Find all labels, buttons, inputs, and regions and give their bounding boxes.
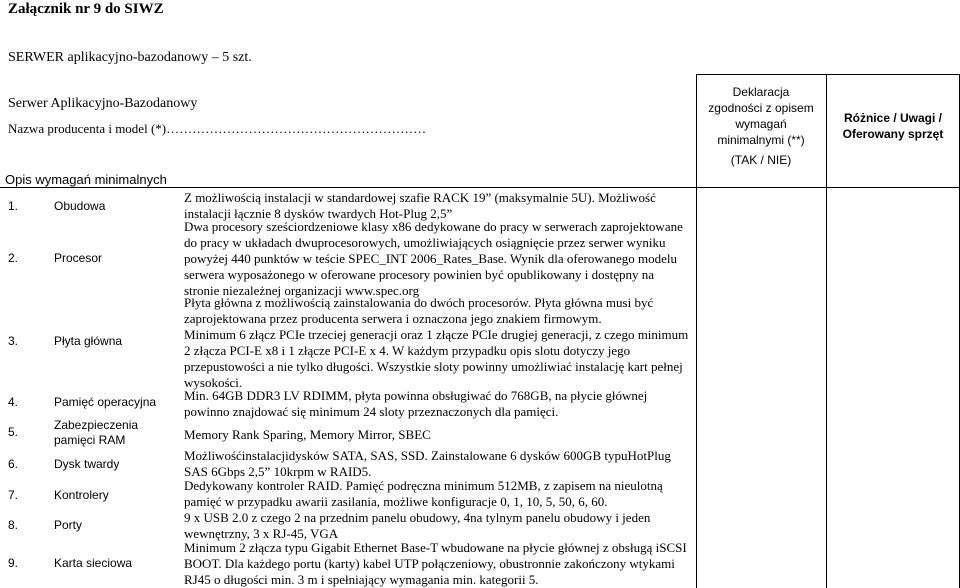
row-name-line: Procesor — [54, 251, 103, 265]
description-line: wysokości. — [184, 375, 243, 390]
section-title: Serwer Aplikacyjno-Bazodanowy — [8, 96, 198, 111]
description-line: Możliwośćinstalacjidysków SATA, SAS, SSD. Zainstalowane 6 dysków 600GB typuHotPlug — [184, 448, 671, 463]
table-divider — [0, 187, 960, 188]
description-line: instalacji łącznie 8 dysków twardych Hot-Plug 2,5” — [184, 206, 453, 221]
row-name-line: Dysk twardy — [54, 457, 120, 471]
attachment-title: Załącznik nr 9 do SIWZ — [8, 1, 164, 17]
description-line: powinno znajdować się minimum 24 sloty przeznaczonych dla pamięci. — [184, 404, 559, 419]
producer-label: Nazwa producenta i model (*)…………………………………………………… — [8, 121, 427, 136]
table-top-border — [696, 74, 960, 75]
row-description — [184, 427, 696, 443]
description-line: Min. 64GB DDR3 LV RDIMM, płyta powinna obsługiwać do 768GB, na płycie głównej — [184, 388, 648, 403]
description-line: wewnętrzny, 3 x RJ-45, VGA — [184, 526, 339, 541]
description-line: Dedykowany kontroler RAID. Pamięć podręczna minimum 512MB, z zapisem na nieulotną — [184, 478, 663, 493]
row-description — [184, 478, 696, 510]
column-divider — [696, 74, 697, 588]
description-line: 9 x USB 2.0 z czego 2 na przednim panelu obudowy, 4na tylnym panelu obudowy i jeden — [184, 510, 651, 525]
description-line: SAS 6Gbps 2,5” 10krpm w RAID5. — [184, 464, 372, 479]
row-number: 5. — [8, 425, 19, 439]
row-name-line: Porty — [54, 518, 83, 532]
row-name — [54, 418, 138, 448]
row-name-line: Zabezpieczenia — [54, 418, 139, 432]
row-description — [184, 190, 696, 222]
row-number: 9. — [8, 556, 19, 570]
row-name — [54, 556, 132, 571]
row-description — [184, 510, 696, 542]
description-line: Z możliwością instalacji w standardowej szafie RACK 19” (maksymalnie 5U). Możliwość — [184, 190, 656, 205]
row-name-line: Kontrolery — [54, 488, 109, 502]
declaration-line: wymagań — [735, 117, 787, 131]
row-name — [54, 251, 102, 266]
description-line: zaprojektowana przez producenta serwera i oznaczona jego znakiem firmowym. — [184, 311, 602, 326]
row-name-line: Płyta główna — [54, 334, 123, 348]
row-description — [184, 540, 696, 588]
description-line: RJ45 o długości min. 3 m i spełniający wymagania min. kategorii 5. — [184, 572, 539, 587]
description-line: powyżej 440 punktów w teście SPEC_INT 2006_Rates_Base. Wynik dla oferowanego modelu — [184, 251, 678, 266]
row-number: 1. — [8, 199, 19, 213]
description-line: Memory Rank Sparing, Memory Mirror, SBEC — [184, 427, 431, 442]
row-name-line: Karta sieciowa — [54, 556, 133, 570]
row-number: 7. — [8, 488, 19, 502]
column-divider — [826, 74, 827, 588]
row-number: 6. — [8, 457, 19, 471]
row-name — [54, 518, 82, 533]
tak-nie-header: (TAK / NIE) — [730, 153, 792, 167]
row-description — [184, 448, 696, 480]
row-name-line: Pamięć operacyjna — [54, 395, 157, 409]
declaration-header — [696, 84, 826, 148]
description-line: Minimum 2 złącza typu Gigabit Ethernet Base-T wbudowane na płycie głównej z obsługą iSCSI — [184, 540, 687, 555]
row-description — [184, 219, 696, 299]
differences-header — [826, 110, 960, 142]
description-line: BOOT. Dla każdego portu (karty) kabel UTP połączeniowy, obustronnie zakończony wtykami — [184, 556, 675, 571]
description-line: serwera wyposażonego w oferowane procesory powinien być opublikowany i dostępny na — [184, 267, 655, 282]
description-line: do pracy w układach dwuprocesorowych, umożliwiających osiągnięcie przez serwer wyniku — [184, 235, 666, 250]
row-name — [54, 199, 105, 214]
differences-line: Różnice / Uwagi / — [843, 111, 942, 125]
row-number: 8. — [8, 518, 19, 532]
description-line: Dwa procesory sześciordzeniowe klasy x86 dedykowane do pracy w serwerach zaprojektowane — [184, 219, 683, 234]
description-line: Płyta główna z możliwością zainstalowania do dwóch procesorów. Płyta główna musi być — [184, 295, 654, 310]
declaration-line: minimalnymi (**) — [717, 133, 805, 147]
row-name — [54, 395, 156, 410]
declaration-line: zgodności z opisem — [708, 101, 814, 115]
row-number: 4. — [8, 395, 19, 409]
description-line: stronie niezależnej organizacji www.spec.org — [184, 283, 420, 298]
row-number: 2. — [8, 251, 19, 265]
row-name-line: pamięci RAM — [54, 433, 126, 447]
row-description — [184, 295, 696, 391]
description-line: przepustowości a nie tylko długości. Wszystkie sloty powinny umożliwiać instalację kart pełnej — [184, 359, 683, 374]
row-name-line: Obudowa — [54, 199, 106, 213]
declaration-line: Deklaracja — [732, 85, 790, 99]
row-name — [54, 334, 122, 349]
description-line: pamięć w przypadku awarii zasilania, możliwe konfiguracje 0, 1, 10, 5, 50, 6, 60. — [184, 494, 608, 509]
differences-line: Oferowany sprzęt — [842, 127, 944, 141]
row-name — [54, 488, 109, 503]
description-line: 2 złącza PCI-E x8 i 1 złącze PCI-E x 4. W każdym przypadku opis slotu dotyczy jego — [184, 343, 631, 358]
row-number: 3. — [8, 334, 19, 348]
server-title: SERWER aplikacyjno-bazodanowy – 5 szt. — [8, 50, 252, 65]
row-description — [184, 388, 696, 420]
description-line: Minimum 6 złącz PCIe trzeciej generacji oraz 1 złącze PCIe drugiej generacji, z czego minimum — [184, 327, 689, 342]
requirements-header: Opis wymagań minimalnych — [5, 172, 167, 187]
row-name — [54, 457, 119, 472]
